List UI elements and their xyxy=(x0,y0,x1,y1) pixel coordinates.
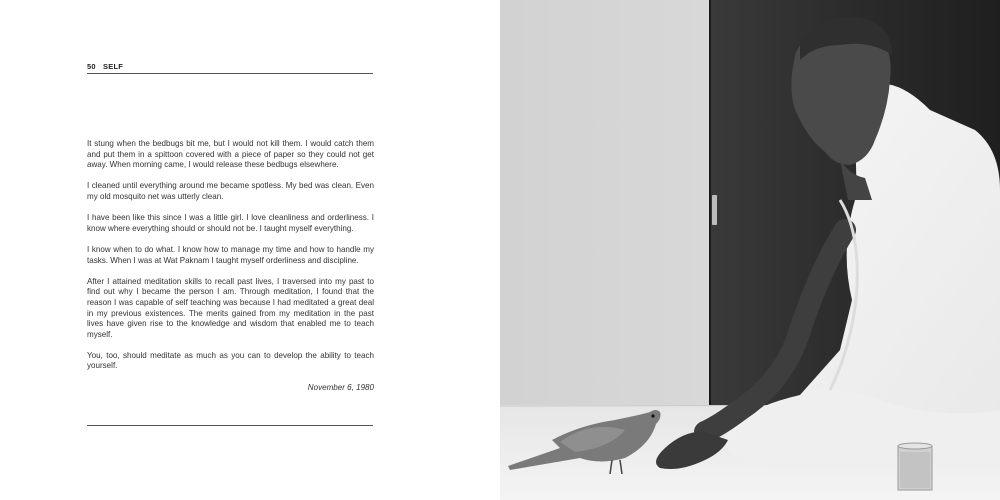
running-header xyxy=(87,62,373,71)
cup-rim xyxy=(898,443,932,449)
body-text xyxy=(87,139,374,393)
section-title: SELF xyxy=(103,62,124,71)
glass-cup xyxy=(898,443,932,490)
photo-page xyxy=(500,0,1000,500)
paragraph: After I attained meditation skills to recall past lives, I traversed into my past to find out why I became the person I am. Through meditation, I found that the reason I was capable of self teaching was because I had meditated a great deal in my previous existences. The merits gained from my meditation in the past lives have given rise to the knowledge and wisdom that enabled me to teach myself. xyxy=(87,276,374,339)
dove-eye xyxy=(651,414,654,417)
paragraph: I have been like this since I was a little girl. I love cleanliness and orderliness. I know where everything should or should not be. I taught myself everything. xyxy=(87,213,374,233)
photograph xyxy=(500,0,1000,500)
paragraph: You, too, should meditate as much as you can to develop the ability to teach yourself. xyxy=(87,350,374,371)
paragraph: I cleaned until everything around me became spotless. My bed was clean. Even my old mosquito net was utterly clean. xyxy=(87,181,374,201)
header-rule xyxy=(87,73,373,74)
paragraph: It stung when the bedbugs bit me, but I would not kill them. I would catch them and put them in a spittoon covered with a piece of paper so they could not get away. When morning came, I would release these bedbugs elsewhere. xyxy=(87,139,374,170)
date-line: November 6, 1980 xyxy=(307,382,374,392)
page-number: 50 xyxy=(87,62,96,71)
footer-rule xyxy=(87,425,373,426)
cup-contents xyxy=(900,452,930,488)
paragraph: I know when to do what. I know how to manage my time and how to handle my tasks. When I was at Wat Paknam I taught myself orderliness and discipline. xyxy=(87,244,374,265)
door-handle xyxy=(712,195,717,225)
